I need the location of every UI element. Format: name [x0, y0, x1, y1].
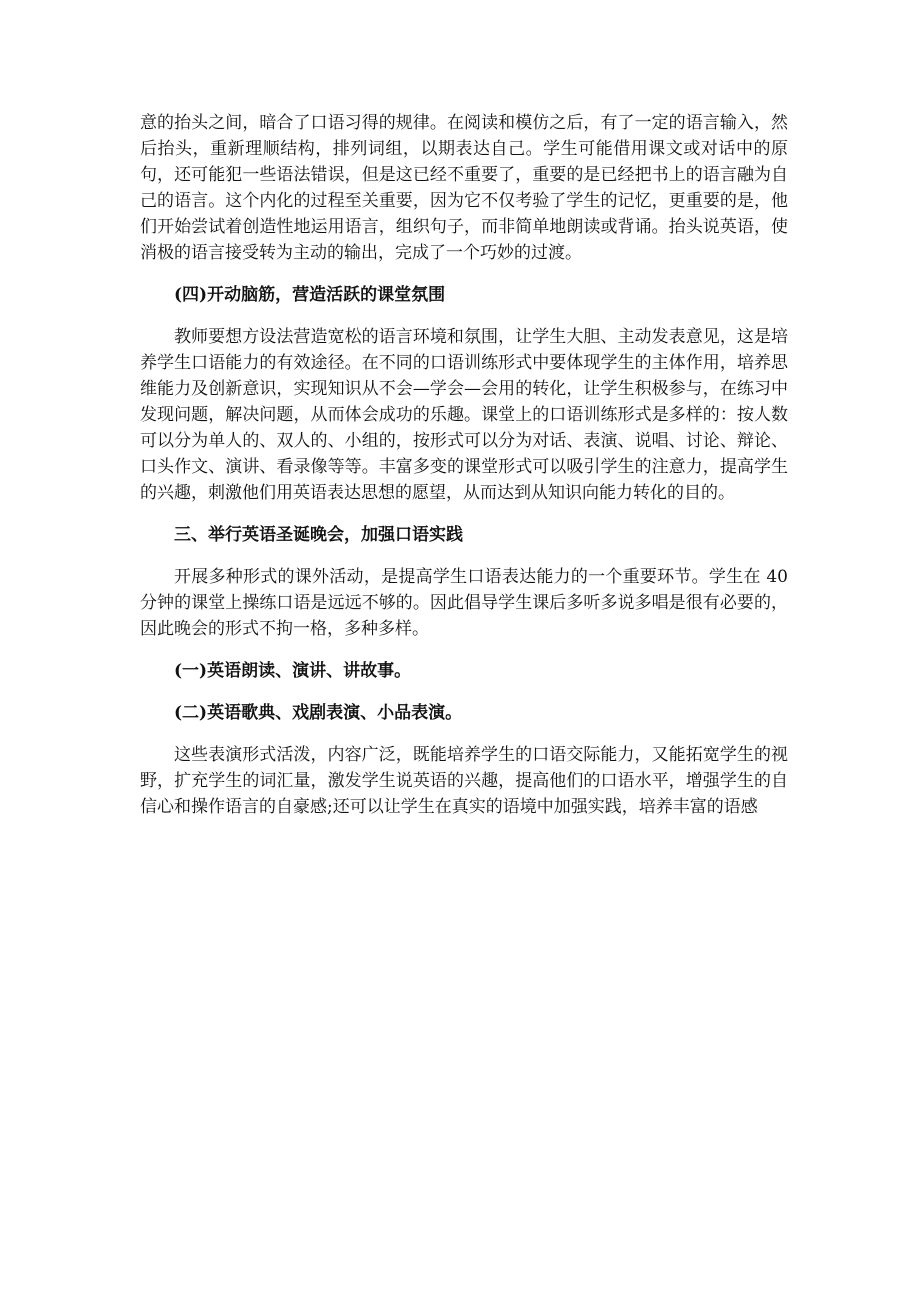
paragraph-performance-benefits: 这些表演形式活泼，内容广泛，既能培养学生的口语交际能力，又能拓宽学生的视野，扩充学生的词汇量，激发学生说英语的兴趣，提高他们的口语水平，增强学生的自信心和操作语言的自豪感;还可以让学生在真实的语境中加强实践，培养丰富的语感: [140, 745, 788, 817]
paragraph-oral-acquisition: 意的抬头之间，暗合了口语习得的规律。在阅读和模仿之后，有了一定的语言输入，然后抬头，重新理顺结构，排列词组，以期表达自己。学生可能借用课文或对话中的原句，还可能犯一些语法错误，但是这已经不重要了，重要的是已经把书上的语言融为自己的语言。这个内化的过程至关重要，因为它不仅考验了学生的记忆，更重要的是，他们开始尝试着创造性地运用语言，组织句子，而非简单地朗读或背诵。抬头说英语，使消极的语言接受转为主动的输出，完成了一个巧妙的过渡。: [140, 113, 788, 263]
section-heading-christmas-party: 三、举行英语圣诞晚会，加强口语实践: [174, 525, 463, 545]
section-heading-classroom-atmosphere: (四)开动脑筋，营造活跃的课堂氛围: [174, 285, 446, 305]
paragraph-extracurricular-activities: 开展多种形式的课外活动，是提高学生口语表达能力的一个重要环节。学生在 40 分钟的课堂上操练口语是远远不够的。因此倡导学生课后多听多说多唱是很有必要的，因此晚会的形式不拘一格，多种多样。: [140, 567, 788, 639]
paragraph-classroom-atmosphere: 教师要想方设法营造宽松的语言环境和氛围，让学生大胆、主动发表意见，这是培养学生口语能力的有效途径。在不同的口语训练形式中要体现学生的主体作用，培养思维能力及创新意识，实现知识从不会—学会—会用的转化，让学生积极参与，在练习中发现问题，解决问题，从而体会成功的乐趣。课堂上的口语训练形式是多样的：按人数可以分为单人的、双人的、小组的，按形式可以分为对话、表演、说唱、讨论、辩论、口头作文、演讲、看录像等等。丰富多变的课堂形式可以吸引学生的注意力，提高学生的兴趣，刺激他们用英语表达思想的愿望，从而达到从知识向能力转化的目的。: [140, 327, 788, 503]
subheading-reading-speech-stories: (一)英语朗读、演讲、讲故事。: [174, 661, 412, 681]
document-page: [140, 110, 788, 836]
subheading-songs-drama-skits: (二)英语歌典、戏剧表演、小品表演。: [174, 703, 463, 723]
